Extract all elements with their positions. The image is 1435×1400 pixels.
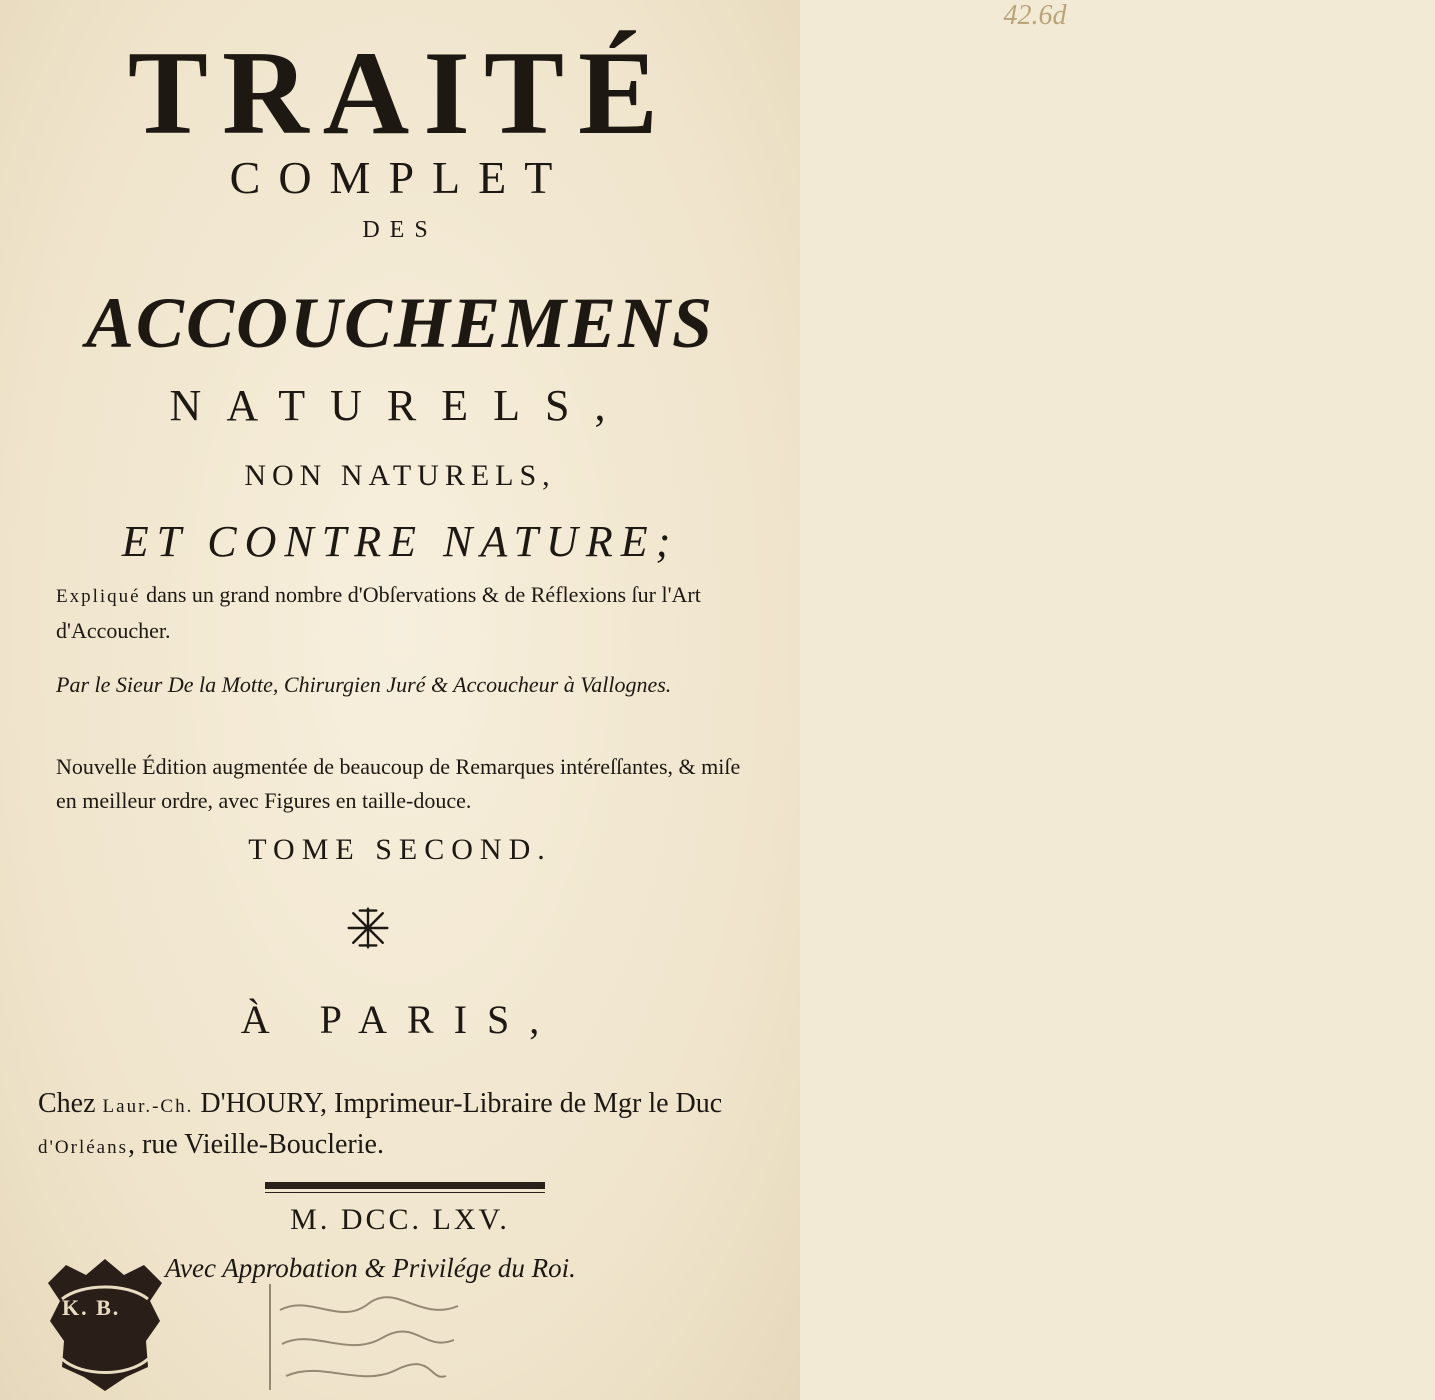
explanation-text: dans un grand nombre d'Obſervations & de Réflexions ſur l'Art d'Accoucher.: [56, 582, 701, 643]
printer-ornament-icon: [345, 905, 391, 951]
title-des: DES: [362, 217, 438, 243]
publisher-address: , rue Vieille-Bouclerie.: [128, 1129, 384, 1160]
title-complet: COMPLET: [229, 152, 571, 203]
edition-note: Nouvelle Édition augmentée de beaucoup de Remarques intéreſſantes, & miſe en meilleur ordre, avec Figures en taille-douce.: [56, 754, 741, 813]
explanation-paragraph: [56, 578, 756, 648]
explanation-lead: Expliqué: [56, 586, 141, 607]
title-contre-nature: ET CONTRE NATURE;: [121, 517, 679, 566]
publisher-duke: d'Orléans: [38, 1137, 129, 1158]
publisher-name: D'HOURY, Imprimeur-Libraire de Mgr le Duc: [193, 1088, 723, 1119]
decorative-rule: [265, 1182, 545, 1189]
stamp-label: K. B.: [62, 1295, 121, 1320]
privilege-line: Avec Approbation & Privilége du Roi.: [165, 1253, 576, 1283]
publisher-block: [38, 1085, 768, 1167]
city-label: À PARIS,: [240, 997, 560, 1042]
publisher-name-caps: Laur.-Ch.: [102, 1096, 194, 1117]
title-naturels: NATURELS,: [169, 381, 631, 430]
library-stamp-icon: [30, 1255, 180, 1395]
publication-date: M. DCC. LXV.: [290, 1203, 510, 1236]
title-traite: TRAITÉ: [127, 26, 673, 159]
title-non-naturels: NON NATURELS,: [244, 459, 556, 492]
decorative-rule-thin: [265, 1192, 545, 1193]
title-accouchemens: ACCOUCHEMENS: [85, 283, 715, 363]
publisher-lead: Chez: [38, 1088, 103, 1119]
shelfmark-handwritten: 42.6d: [1003, 0, 1067, 31]
handwritten-signature-icon: [270, 1280, 470, 1392]
author-line: Par le Sieur De la Motte, Chirurgien Juré & Accoucheur à Vallognes.: [56, 672, 672, 697]
volume-label: TOME SECOND.: [248, 833, 552, 866]
